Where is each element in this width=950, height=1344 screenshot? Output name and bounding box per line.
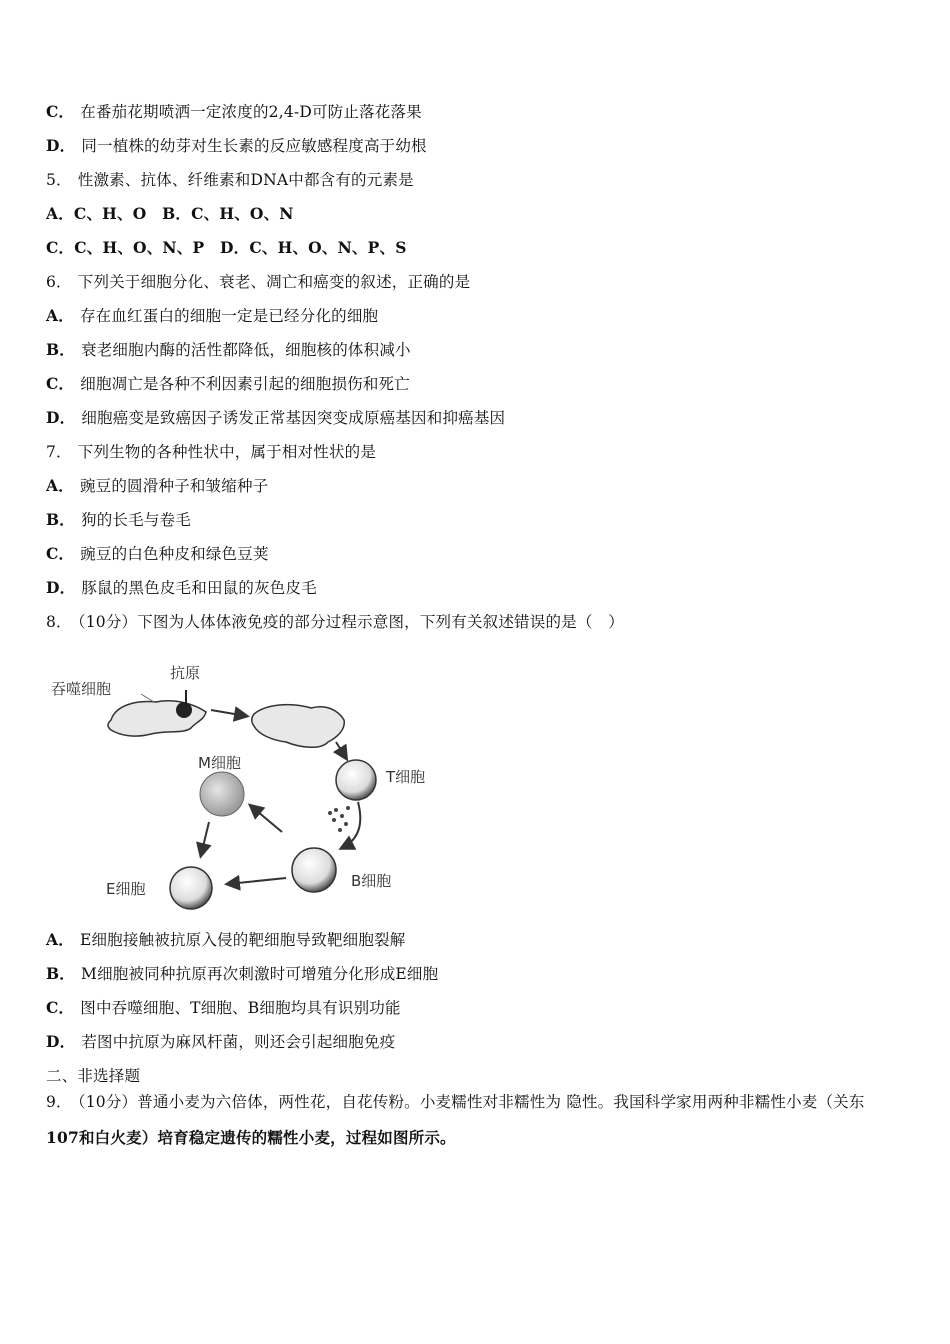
lymphokine-dots — [328, 806, 350, 832]
immune-diagram-svg — [46, 650, 446, 920]
label-antigen: 抗原 — [170, 664, 201, 682]
q8-option-b: B． M细胞被同种抗原再次刺激时可增殖分化形成E细胞 — [46, 964, 439, 983]
q8-stem: 8． （10分）下图为人体体液免疫的部分过程示意图，下列有关叙述错误的是（ ） — [46, 613, 624, 631]
q7-option-c: C． 豌豆的白色种皮和绿色豆荚 — [46, 544, 269, 563]
q8-option-c: C． 图中吞噬细胞、T细胞、B细胞均具有识别功能 — [46, 998, 401, 1017]
m-cell — [200, 772, 244, 816]
q6-option-d: D． 细胞癌变是致癌因子诱发正常基因突变成原癌基因和抑癌基因 — [46, 408, 506, 427]
q7-stem: 7． 下列生物的各种性状中，属于相对性状的是 — [46, 443, 377, 461]
q9-line1: 9． （10分）普通小麦为六倍体，两性花，自花传粉。小麦糯性对非糯性为 隐性。我国科学家用两种非糯性小麦（关东 — [46, 1093, 865, 1111]
label-phagocyte: 吞噬细胞 — [51, 680, 112, 698]
b-cell — [292, 848, 336, 892]
label-t-cell: T细胞 — [386, 768, 426, 786]
arrow-bcell-to-mcell — [251, 806, 282, 832]
q7-option-d: D． 豚鼠的黑色皮毛和田鼠的灰色皮毛 — [46, 578, 317, 597]
antigen-particle — [176, 702, 192, 718]
label-b-cell: B细胞 — [351, 872, 392, 890]
q9-line2: 107和白火麦）培育稳定遗传的糯性小麦，过程如图所示。 — [46, 1128, 456, 1147]
q5-options-row1: A．C、H、O B．C、H、O、N — [46, 204, 294, 223]
label-m-cell: M细胞 — [198, 754, 241, 772]
q6-stem: 6． 下列关于细胞分化、衰老、凋亡和癌变的叙述，正确的是 — [46, 273, 471, 291]
phagocyte-cell — [108, 701, 206, 736]
q7-option-a: A． 豌豆的圆滑种子和皱缩种子 — [46, 476, 269, 495]
q8-option-a: A． E细胞接触被抗原入侵的靶细胞导致靶细胞裂解 — [46, 930, 406, 949]
label-e-cell: E细胞 — [106, 880, 146, 898]
q4-option-d: D． 同一植株的幼芽对生长素的反应敏感程度高于幼根 — [46, 136, 427, 155]
arrow-phagocyte-to-cell — [211, 710, 246, 716]
immune-process-diagram — [46, 650, 446, 920]
phagocyte-pointer — [141, 694, 154, 702]
q4-option-c: C． 在番茄花期喷洒一定浓度的2,4-D可防止落花落果 — [46, 102, 422, 121]
presenting-cell — [252, 705, 345, 748]
arrow-mcell-to-ecell — [201, 822, 209, 855]
q6-option-c: C． 细胞凋亡是各种不利因素引起的细胞损伤和死亡 — [46, 374, 410, 393]
e-cell — [170, 867, 212, 909]
q6-option-b: B． 衰老细胞内酶的活性都降低，细胞核的体积减小 — [46, 340, 411, 359]
arrow-cell-to-tcell — [336, 742, 346, 758]
q5-options-row2: C．C、H、O、N、P D．C、H、O、N、P、S — [46, 238, 407, 257]
arrow-bcell-to-ecell — [228, 878, 286, 884]
t-cell — [336, 760, 376, 800]
q6-option-a: A． 存在血红蛋白的细胞一定是已经分化的细胞 — [46, 306, 379, 325]
section-heading: 二、非选择题 — [46, 1067, 141, 1085]
q5-stem: 5． 性激素、抗体、纤维素和DNA中都含有的元素是 — [46, 171, 414, 189]
q7-option-b: B． 狗的长毛与卷毛 — [46, 510, 191, 529]
q8-option-d: D． 若图中抗原为麻风杆菌，则还会引起细胞免疫 — [46, 1032, 396, 1051]
